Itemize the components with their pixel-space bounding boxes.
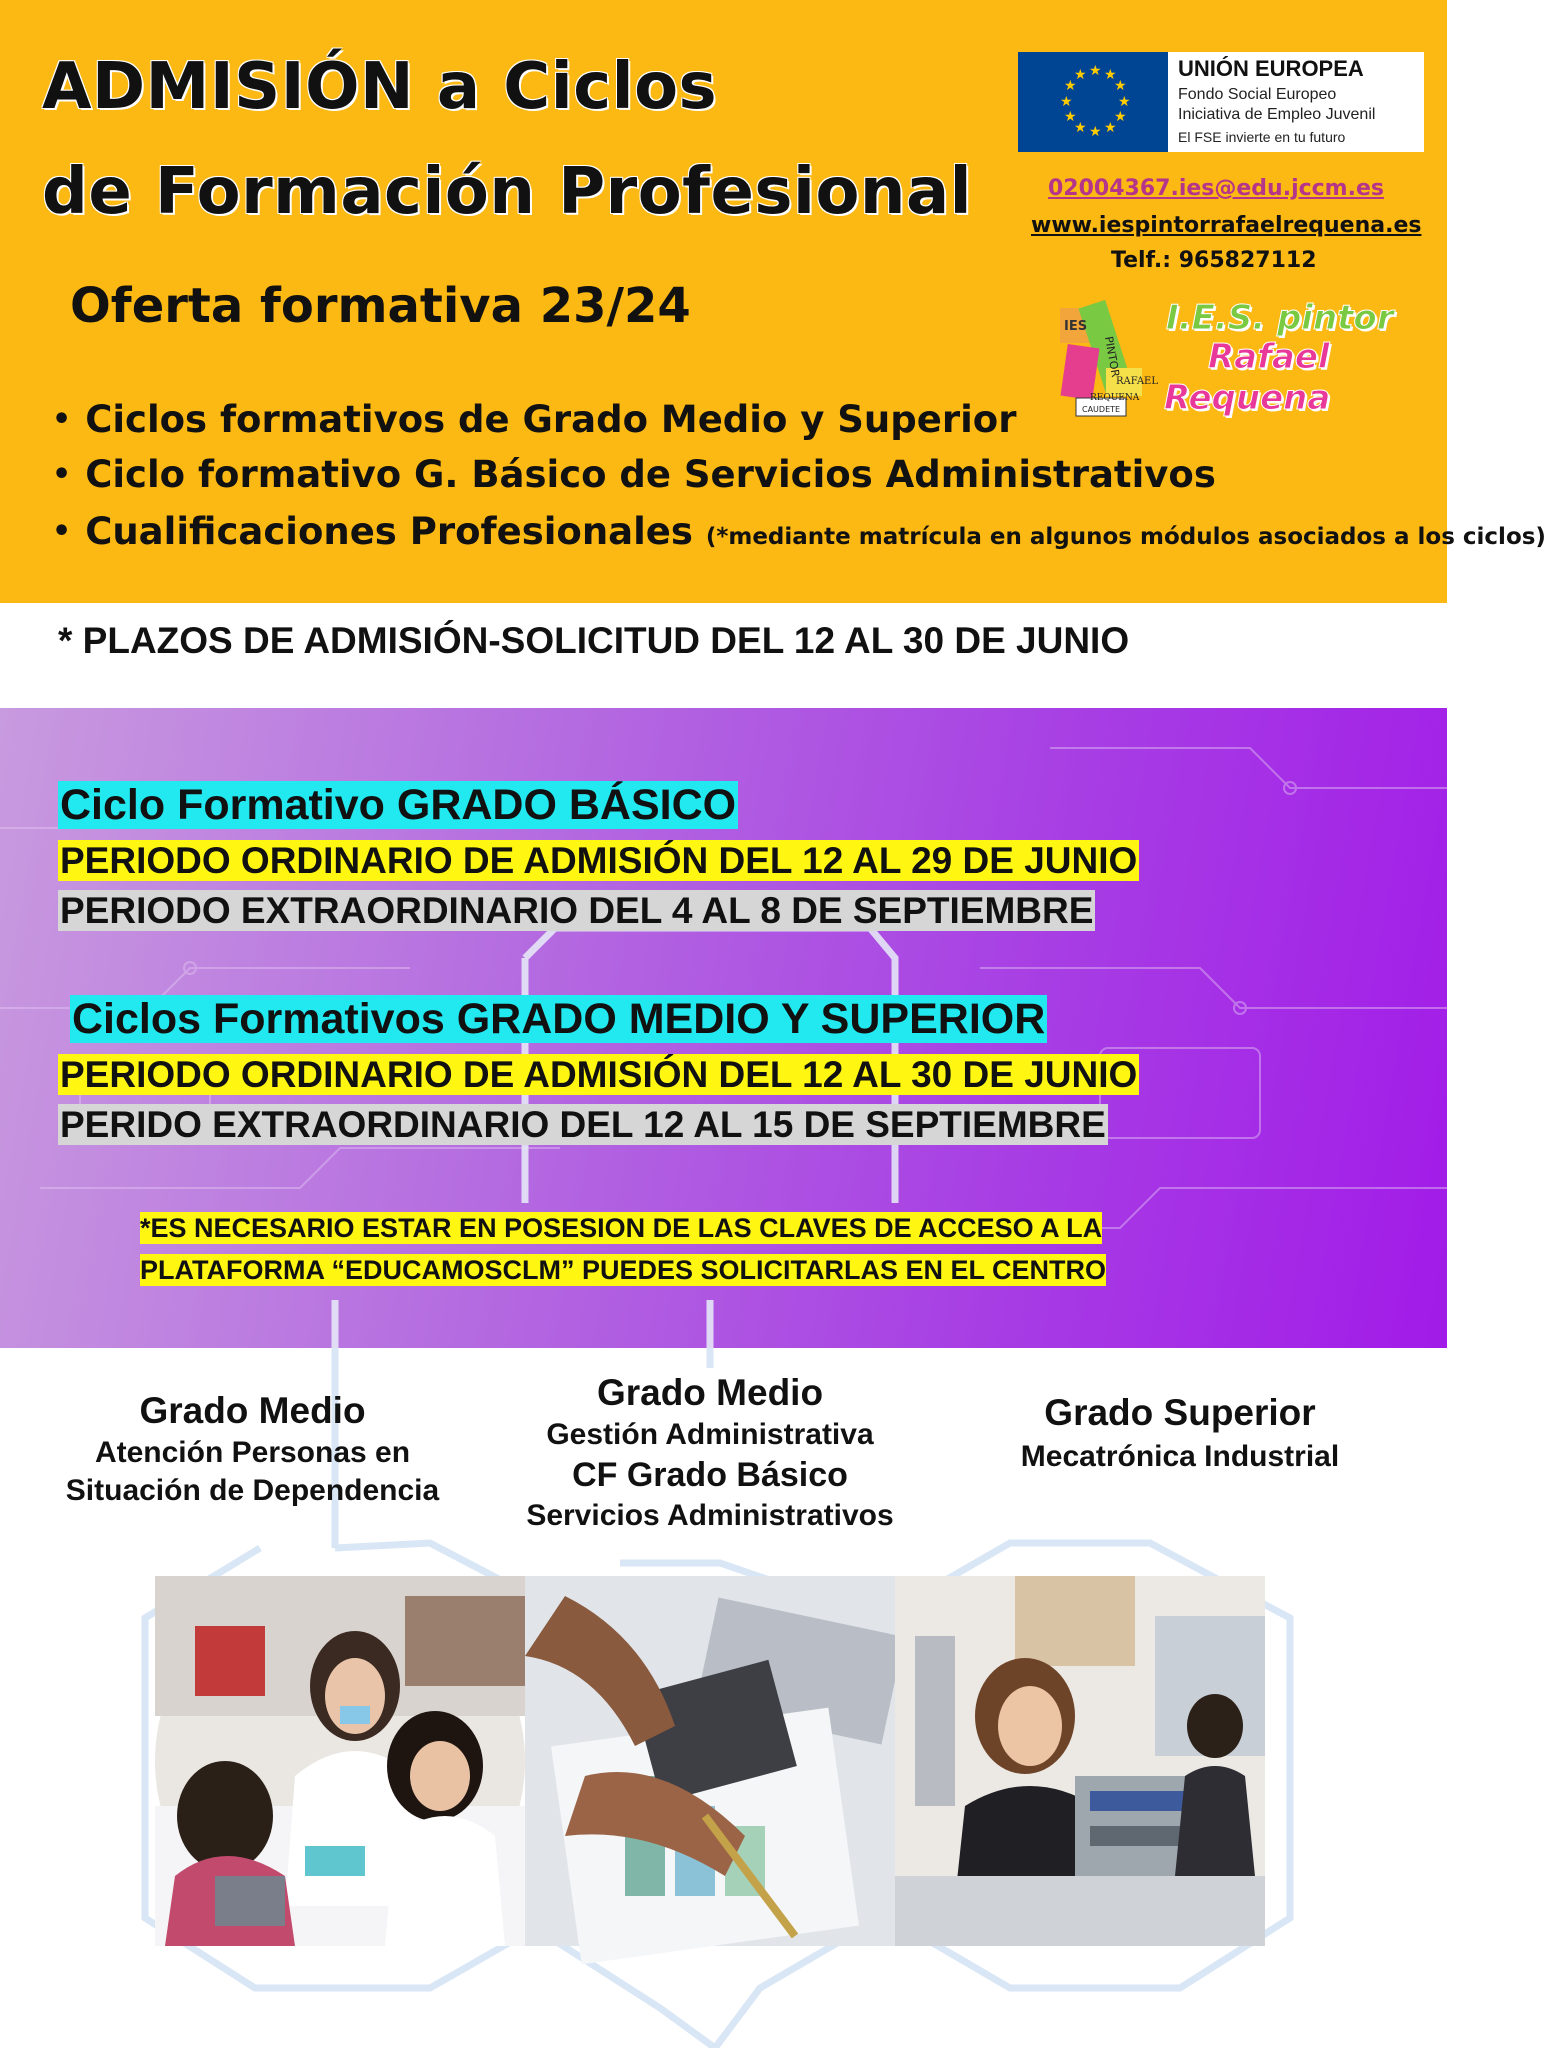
eu-title: UNIÓN EUROPEA bbox=[1178, 56, 1364, 81]
school-emblem-icon bbox=[1056, 298, 1166, 423]
bullet-note: (*mediante matrícula en algunos módulos asociados a los ciclos) bbox=[705, 524, 1546, 550]
bullet-item bbox=[52, 453, 1216, 496]
svg-text:★: ★ bbox=[1114, 78, 1127, 94]
medio-superior-title: Ciclos Formativos GRADO MEDIO Y SUPERIOR bbox=[72, 995, 1046, 1043]
course-column-1 bbox=[20, 1390, 485, 1508]
course-line: Atención Personas en bbox=[94, 1436, 411, 1469]
course-level: Grado Medio bbox=[596, 1372, 824, 1413]
course-line: Mecatrónica Industrial bbox=[1020, 1440, 1340, 1473]
course-column-2 bbox=[475, 1372, 945, 1533]
course-level: Grado Medio bbox=[139, 1390, 366, 1431]
bullet-text: Ciclos formativos de Grado Medio y Superior bbox=[85, 398, 1017, 441]
medio-superior-ordinary-period: PERIODO ORDINARIO DE ADMISIÓN DEL 12 AL 30 DE JUNIO bbox=[60, 1054, 1138, 1095]
emblem-ies: IES bbox=[1064, 319, 1088, 334]
svg-text:★: ★ bbox=[1089, 63, 1102, 79]
svg-text:★: ★ bbox=[1060, 94, 1073, 110]
basico-title: Ciclo Formativo GRADO BÁSICO bbox=[60, 781, 737, 829]
title-line-2: de Formación Profesional bbox=[42, 155, 973, 229]
eu-logo bbox=[1018, 52, 1424, 152]
eu-line-2: Iniciativa de Empleo Juvenil bbox=[1178, 106, 1376, 123]
access-keys-notice-line-1: *ES NECESARIO ESTAR EN POSESION DE LAS CLAVES DE ACCESO A LA bbox=[140, 1213, 1103, 1243]
basico-extraordinary-period: PERIODO EXTRAORDINARIO DEL 4 AL 8 DE SEPTIEMBRE bbox=[60, 890, 1094, 931]
svg-text:★: ★ bbox=[1074, 120, 1087, 136]
email-link[interactable]: 02004367.ies@edu.jccm.es bbox=[1048, 176, 1384, 201]
course-line: Gestión Administrativa bbox=[546, 1418, 874, 1451]
bullet-item bbox=[52, 398, 1016, 441]
eu-line-1: Fondo Social Europeo bbox=[1178, 86, 1337, 103]
course-level: Grado Superior bbox=[1044, 1392, 1316, 1433]
svg-text:★: ★ bbox=[1064, 109, 1077, 125]
svg-text:★: ★ bbox=[1074, 67, 1087, 83]
svg-text:★: ★ bbox=[1118, 94, 1131, 110]
bullet-dot: • bbox=[52, 457, 72, 492]
basico-ordinary-period: PERIODO ORDINARIO DE ADMISIÓN DEL 12 AL 29 DE JUNIO bbox=[60, 840, 1138, 881]
emblem-pintor: PINTOR bbox=[1102, 335, 1122, 379]
photo-office-calculator bbox=[525, 1576, 895, 1946]
emblem-requena: REQUENA bbox=[1090, 393, 1140, 403]
emblem-rafael: RAFAEL bbox=[1116, 376, 1158, 387]
admission-deadline: * PLAZOS DE ADMISIÓN-SOLICITUD DEL 12 AL 30 DE JUNIO bbox=[58, 620, 1130, 661]
bullet-dot: • bbox=[52, 514, 72, 549]
school-logo-line-2: Rafael bbox=[1208, 337, 1330, 377]
eu-line-3: El FSE invierte en tu futuro bbox=[1178, 129, 1346, 145]
svg-text:★: ★ bbox=[1064, 78, 1077, 94]
course-line: CF Grado Básico bbox=[572, 1456, 848, 1494]
website-link[interactable]: www.iespintorrafaelrequena.es bbox=[1031, 213, 1422, 238]
medio-superior-extraordinary-period: PERIDO EXTRAORDINARIO DEL 12 AL 15 DE SEPTIEMBRE bbox=[60, 1104, 1106, 1145]
access-keys-notice-line-2: PLATAFORMA “EDUCAMOSCLM” PUEDES SOLICITARLAS EN EL CENTRO bbox=[140, 1255, 1107, 1285]
photo-mechatronics-lab bbox=[895, 1576, 1265, 1946]
bullet-dot: • bbox=[52, 402, 72, 437]
photo-care-students bbox=[155, 1576, 525, 1946]
bullet-text: Ciclo formativo G. Básico de Servicios Administrativos bbox=[85, 453, 1216, 496]
course-line: Servicios Administrativos bbox=[526, 1499, 894, 1532]
bullet-text: Cualificaciones Profesionales bbox=[85, 510, 693, 553]
svg-text:★: ★ bbox=[1089, 124, 1102, 140]
svg-text:★: ★ bbox=[1114, 109, 1127, 125]
offer-subtitle: Oferta formativa 23/24 bbox=[70, 278, 691, 334]
emblem-caudete: CAUDETE bbox=[1082, 405, 1121, 414]
svg-text:★: ★ bbox=[1104, 120, 1117, 136]
svg-text:★: ★ bbox=[1104, 67, 1117, 83]
phone-number: Telf.: 965827112 bbox=[1111, 248, 1317, 273]
title-line-1: ADMISIÓN a Ciclos bbox=[42, 50, 718, 124]
school-logo-line-1: I.E.S. pintor bbox=[1166, 298, 1394, 338]
eu-flag-icon bbox=[1018, 52, 1168, 152]
bullet-item bbox=[52, 510, 1546, 553]
course-line: Situación de Dependencia bbox=[65, 1474, 440, 1507]
school-logo-line-3: Requena bbox=[1164, 378, 1331, 418]
course-column-3 bbox=[945, 1392, 1415, 1474]
